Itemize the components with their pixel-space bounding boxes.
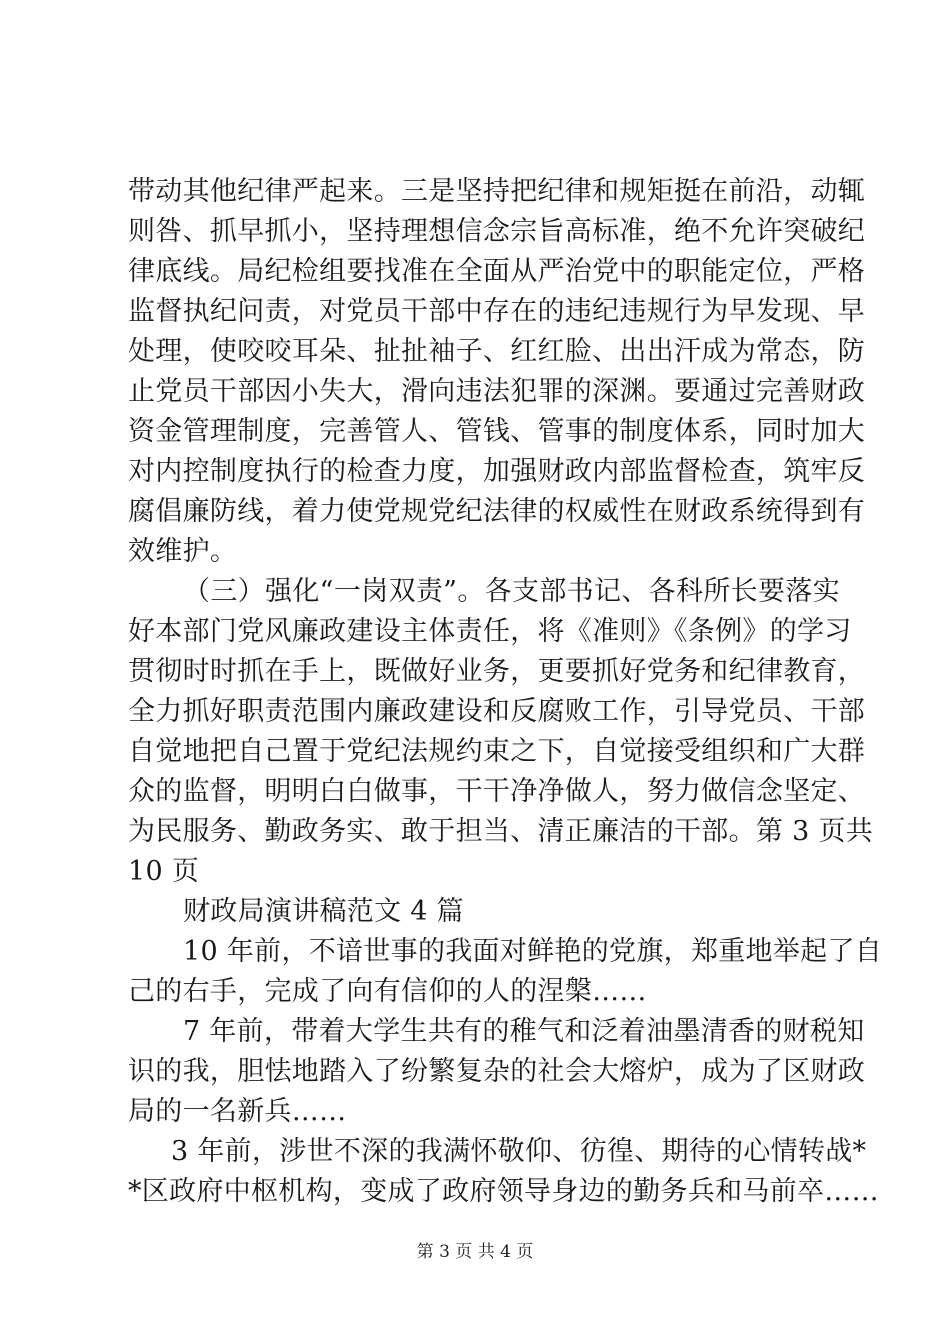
section-heading-line: （三）强化“一岗双责”。各支部书记、各科所长要落实 [183, 576, 840, 607]
text-line: 7 年前，带着大学生共有的稚气和泛着油墨清香的财税知 [183, 1016, 865, 1047]
text-line: 己的右手，完成了向有信仰的人的涅槃…… [128, 976, 647, 1007]
text-line: 局的一名新兵…… [128, 1096, 347, 1127]
text-line: 对内控制度执行的检查力度，加强财政内部监督检查，筑牢反 [128, 456, 866, 487]
text-line: 好本部门党风廉政建设主体责任，将《准则》《条例》的学习 [128, 616, 852, 647]
text-line: 3 年前，涉世不深的我满怀敬仰、彷徨、期待的心情转战* [171, 1136, 867, 1167]
text-line: 众的监督，明明白白做事，干干净净做人，努力做信念坚定、 [128, 776, 866, 807]
text-line: 自觉地把自己置于党纪法规约束之下，自觉接受组织和广大群 [128, 736, 866, 767]
page-footer: 第 3 页 共 4 页 [416, 1242, 534, 1262]
text-line: 资金管理制度，完善管人、管钱、管事的制度体系，同时加大 [128, 416, 866, 447]
text-line: 带动其他纪律严起来。三是坚持把纪律和规矩挺在前沿，动辄 [128, 176, 866, 207]
text-line: 监督执纪问责，对党员干部中存在的违纪违规行为早发现、早 [128, 296, 866, 327]
text-line: *区政府中枢机构，变成了政府领导身边的勤务兵和马前卒…… [128, 1176, 879, 1207]
text-line: 10 页 [128, 856, 200, 887]
text-line: 识的我，胆怯地踏入了纷繁复杂的社会大熔炉，成为了区财政 [128, 1056, 866, 1087]
text-line: 效维护。 [128, 536, 238, 567]
text-line: 10 年前，不谙世事的我面对鲜艳的党旗，郑重地举起了自 [183, 936, 883, 967]
text-line: 处理，使咬咬耳朵、扯扯袖子、红红脸、出出汗成为常态，防 [128, 336, 866, 367]
text-line: 为民服务、勤政务实、敢于担当、清正廉洁的干部。第 3 页共 [128, 816, 874, 847]
text-line: 贯彻时时抓在手上，既做好业务，更要抓好党务和纪律教育， [128, 656, 866, 687]
text-line: 则咎、抓早抓小，坚持理想信念宗旨高标准，绝不允许突破纪 [128, 216, 866, 247]
text-line: 止党员干部因小失大，滑向违法犯罪的深渊。要通过完善财政 [128, 376, 866, 407]
text-line: 律底线。局纪检组要找准在全面从严治党中的职能定位，严格 [128, 256, 866, 287]
text-line: 腐倡廉防线，着力使党规党纪法律的权威性在财政系统得到有 [128, 496, 866, 527]
text-line: 全力抓好职责范围内廉政建设和反腐败工作，引导党员、干部 [128, 696, 866, 727]
article-title: 财政局演讲稿范文 4 篇 [183, 896, 464, 927]
